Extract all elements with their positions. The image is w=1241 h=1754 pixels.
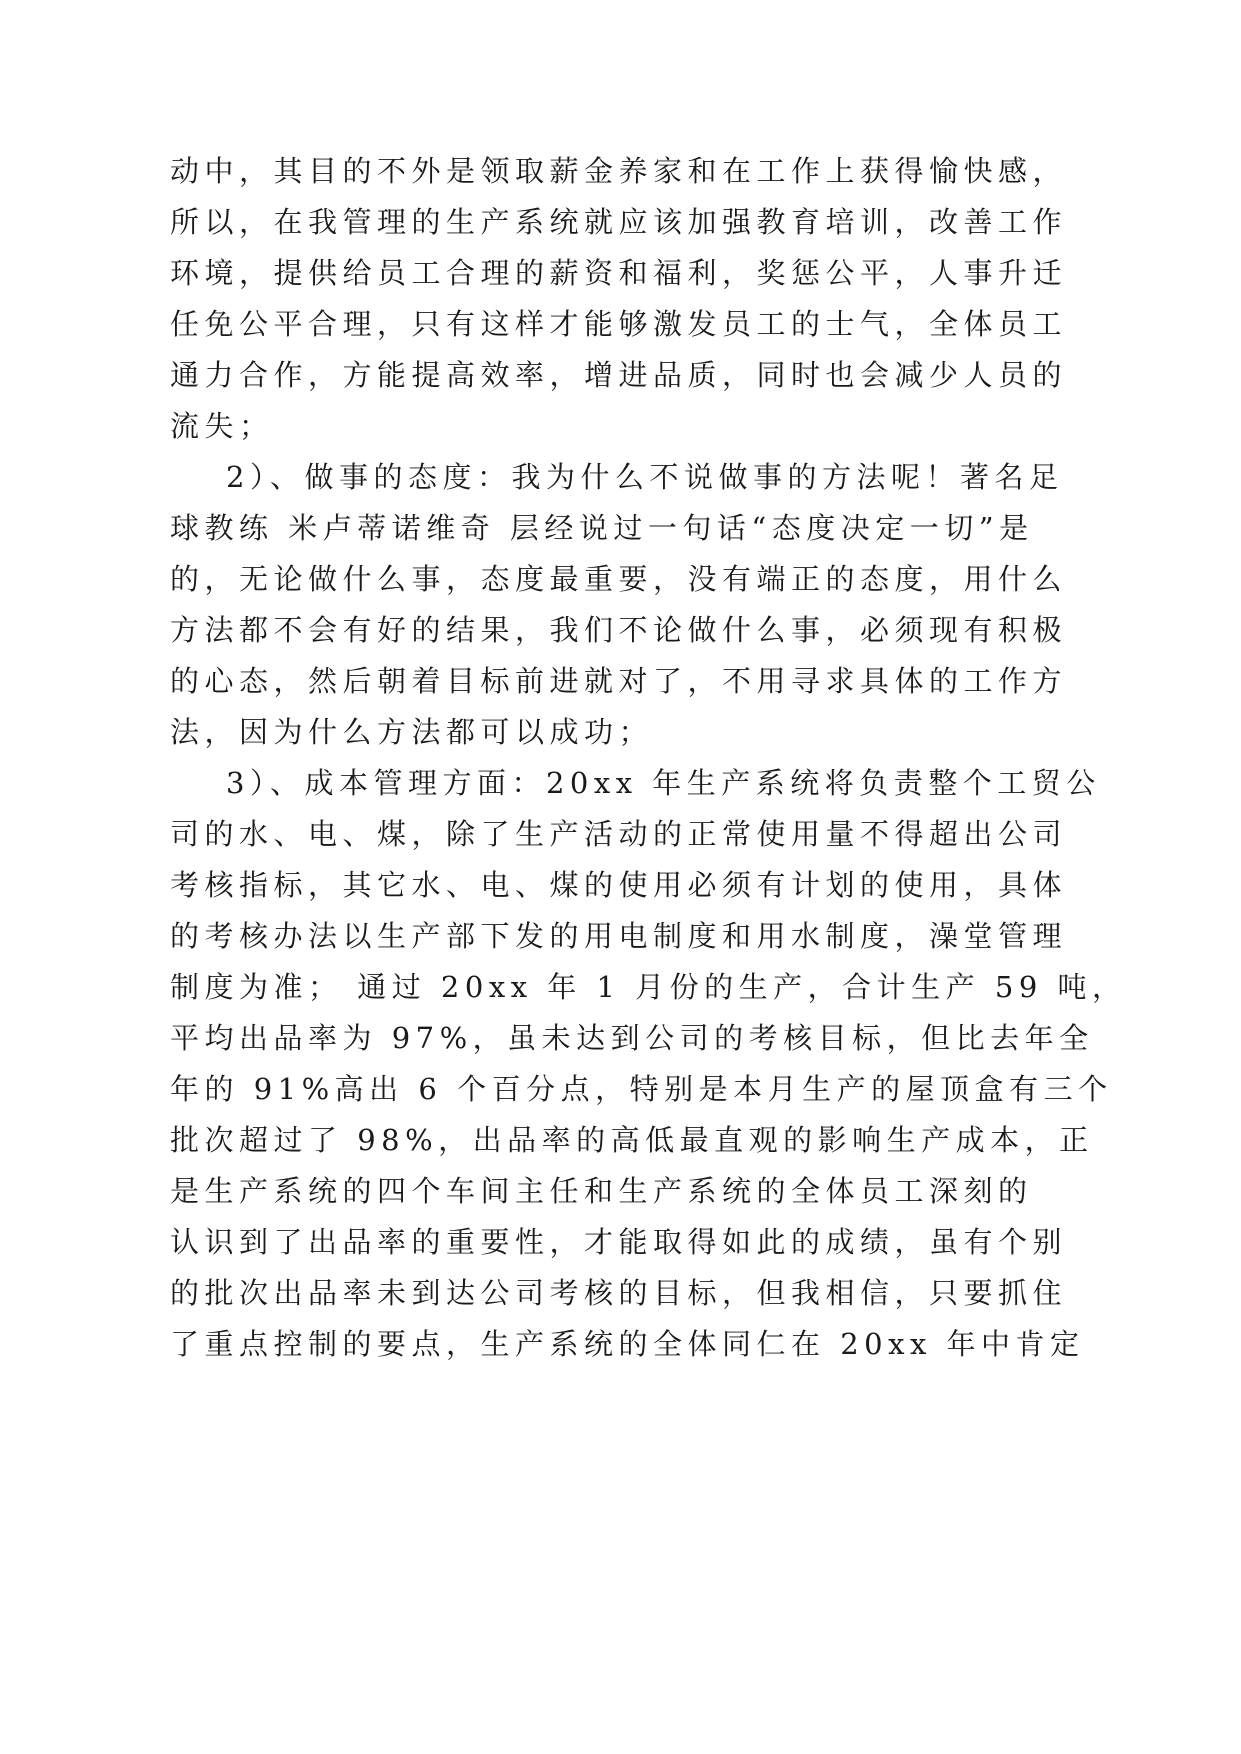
text-line: 球教练 米卢蒂诺维奇 层经说过一句话“态度决定一切”是 [170,511,1034,545]
text-line: 环境，提供给员工合理的薪资和福利，奖惩公平，人事升迁 [170,256,1068,290]
text-line: 3）、成本管理方面：20xx 年生产系统将负责整个工贸公 [226,766,1101,800]
text-line: 方法都不会有好的结果，我们不论做什么事，必须现有积极 [170,613,1068,647]
text-line: 是生产系统的四个车间主任和生产系统的全体员工深刻的 [170,1174,1033,1208]
text-line: 认识到了出品率的重要性，才能取得如此的成绩，虽有个别 [170,1225,1068,1259]
text-line: 年的 91%高出 6 个百分点，特别是本月生产的屋顶盒有三个 [170,1072,1113,1106]
text-line: 动中，其目的不外是领取薪金养家和在工作上获得愉快感， [170,154,1068,188]
text-line: 法，因为什么方法都可以成功； [170,715,654,749]
text-line: 制度为准； 通过 20xx 年 1 月份的生产，合计生产 59 吨， [170,970,1127,1004]
text-line: 的心态，然后朝着目标前进就对了，不用寻求具体的工作方 [170,664,1068,698]
text-line: 的考核办法以生产部下发的用电制度和用水制度，澡堂管理 [170,919,1068,953]
text-line: 司的水、电、煤，除了生产活动的正常使用量不得超出公司 [170,817,1068,851]
text-line: 流失； [170,409,274,443]
text-line: 的，无论做什么事，态度最重要，没有端正的态度，用什么 [170,562,1068,596]
text-line: 2）、做事的态度：我为什么不说做事的方法呢！著名足 [226,460,1064,494]
text-line: 通力合作，方能提高效率，增进品质，同时也会减少人员的 [170,358,1068,392]
text-line: 所以，在我管理的生产系统就应该加强教育培训，改善工作 [170,205,1068,239]
text-line: 了重点控制的要点，生产系统的全体同仁在 20xx 年中肯定 [170,1327,1085,1361]
text-line: 批次超过了 98%，出品率的高低最直观的影响生产成本，正 [170,1123,1094,1157]
text-line: 任免公平合理，只有这样才能够激发员工的士气，全体员工 [170,307,1068,341]
text-line: 的批次出品率未到达公司考核的目标，但我相信，只要抓住 [170,1276,1068,1310]
text-line: 考核指标，其它水、电、煤的使用必须有计划的使用，具体 [170,868,1068,902]
text-line: 平均出品率为 97%，虽未达到公司的考核目标，但比去年全 [170,1021,1094,1055]
